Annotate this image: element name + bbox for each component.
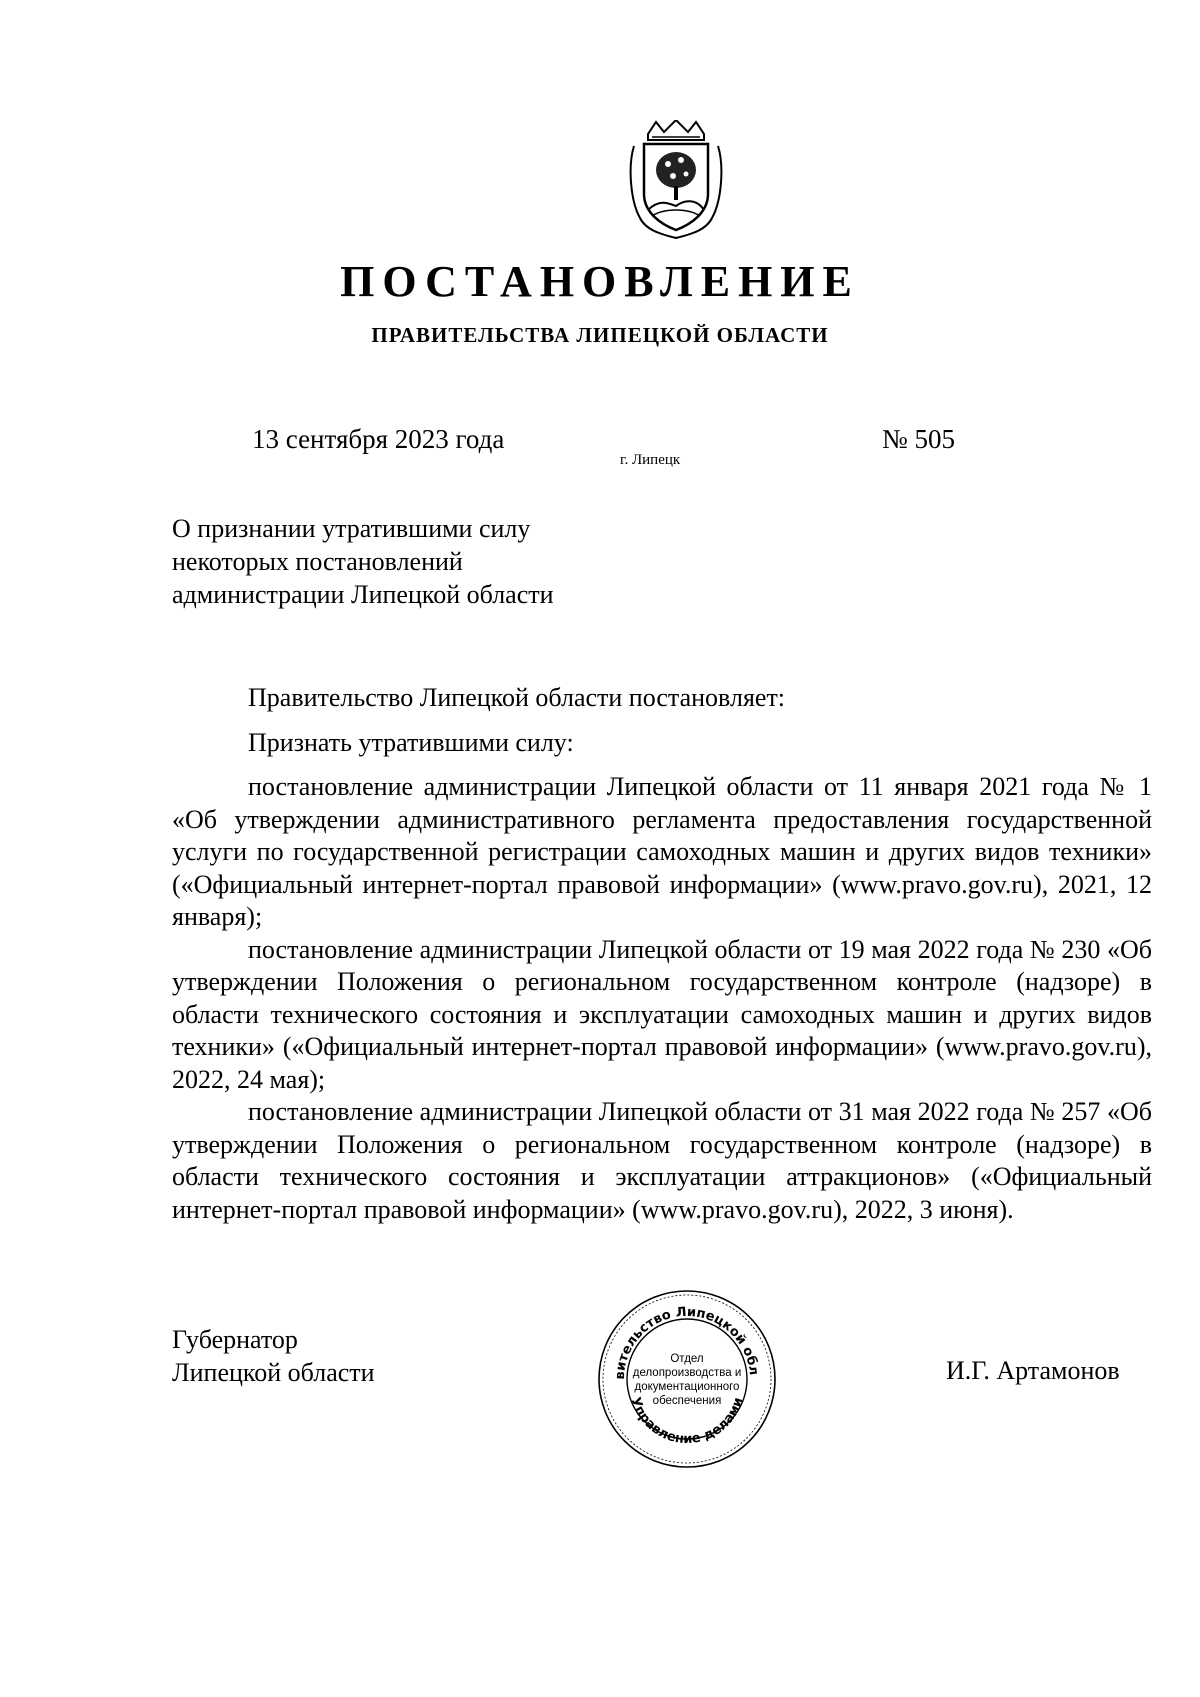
document-title: ПОСТАНОВЛЕНИЕ: [340, 257, 860, 306]
position-line: Липецкой области: [172, 1358, 375, 1387]
svg-text:Управление делами: Управление делами: [627, 1395, 747, 1448]
document-body: [172, 682, 1152, 1226]
coat-of-arms-icon: [626, 120, 726, 240]
position-line: Губернатор: [172, 1325, 298, 1354]
document-city: г. Липецк: [620, 452, 681, 468]
repealed-item: постановление администрации Липецкой области от 31 мая 2022 года № 257 «Об утверждении Положения о региональном государственном контроле (надзоре) в области технического состояния и эксплуатации аттракционов» («Официальный интернет-портал правовой информации» (www.pravo.gov.ru), 2022, 3 июня).: [172, 1097, 1152, 1224]
signatory-position: [172, 1323, 375, 1389]
round-stamp-icon: [594, 1286, 780, 1472]
heading-line: О признании утратившими силу: [172, 514, 531, 543]
document-heading: [172, 512, 554, 611]
document-date: 13 сентября 2023 года: [252, 424, 505, 454]
intro-paragraph: Правительство Липецкой области постановляет:: [248, 683, 786, 712]
document-number: № 505: [882, 424, 956, 454]
heading-line: администрации Липецкой области: [172, 580, 554, 609]
heading-line: некоторых постановлений: [172, 547, 463, 576]
svg-text:Правительство Липецкой области: вительство Липецкой обл: [612, 1304, 761, 1380]
repealed-item: постановление администрации Липецкой области от 11 января 2021 года № 1 «Об утверждении административного регламента предоставления государственной услуги по государственной регистрации самоходных машин и других видов техники» («Официальный интернет-портал правовой информации» (www.pravo.gov.ru), 2021, 12 января);: [172, 772, 1152, 931]
decision-paragraph: Признать утратившими силу:: [248, 727, 574, 757]
signatory-name: И.Г. Артамонов: [946, 1356, 1120, 1385]
repealed-item: постановление администрации Липецкой области от 19 мая 2022 года № 230 «Об утверждении Положения о региональном государственном контроле (надзоре) в области технического состояния и эксплуатации самоходных машин и других видов техники» («Официальный интернет-портал правовой информации» (www.pravo.gov.ru), 2022, 24 мая);: [172, 934, 1152, 1094]
document-subtitle: ПРАВИТЕЛЬСТВА ЛИПЕЦКОЙ ОБЛАСТИ: [371, 323, 829, 347]
svg-text:Отделделопроизводства идокумен: Отдел делопроизводства и документационного обеспечения: [632, 1353, 742, 1407]
